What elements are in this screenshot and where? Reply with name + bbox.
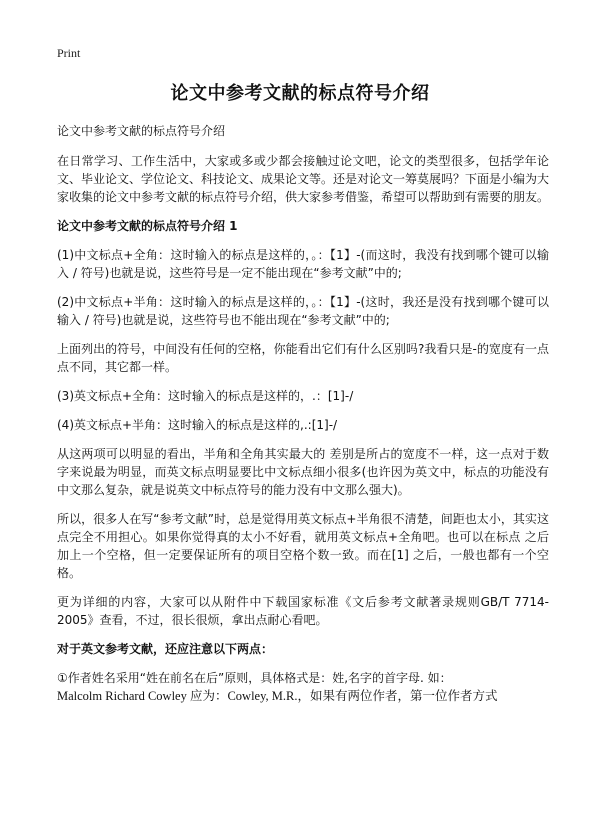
list-item-4: (4)英文标点+半角：这时输入的标点是这样的,.:[1]-/ [57, 418, 338, 432]
document-title: 论文中参考文献的标点符号介绍 [170, 83, 430, 104]
compare-paragraph: 上面列出的符号，中间没有任何的空格，你能看出它们有什么区别吗?我看只是-的宽度有一点点不同，其它都一样。 [57, 342, 549, 374]
print-label: Print [57, 46, 81, 60]
list-item-1: (1)中文标点+全角：这时输入的标点是这样的，。：【1】-(而这时，我没有找到哪个键可以输入 / 符号)也就是说，这些符号是一定不能出现在“参考文献”中的; [57, 248, 549, 280]
english-point-1 [57, 669, 549, 705]
standard-paragraph: 更为详细的内容，大家可以从附件中下载国家标准《文后参考文献著录规则GB/T 7714-2005》查看，不过，很长很烦，拿出点耐心看吧。 [57, 595, 549, 627]
document-subtitle: 论文中参考文献的标点符号介绍 [57, 124, 226, 138]
section-heading: 论文中参考文献的标点符号介绍 1 [57, 219, 238, 233]
intro-paragraph: 在日常学习、工作生活中，大家或多或少都会接触过论文吧，论文的类型很多，包括学年论文、毕业论文、学位论文、科技论文、成果论文等。还是对论文一筹莫展吗？下面是小编为大家收集的论文中参考文献的标点符号介绍，供大家参考借鉴，希望可以帮助到有需要的朋友。 [57, 154, 550, 204]
english-point-1-line-1: ①作者姓名采用“姓在前名在后”原则，具体格式是：姓,名字的首字母. 如： [57, 671, 452, 685]
list-item-3: (3)英文标点+全角：这时输入的标点是这样的，.：[1]-/ [57, 389, 354, 403]
list-item-2: (2)中文标点+半角：这时输入的标点是这样的，。：【1】-(这时，我还是没有找到哪个键可以输入 / 符号)也就是说，这些符号也不能出现在“参考文献”中的; [57, 295, 549, 327]
spacing-paragraph: 所以，很多人在写“参考文献”时，总是觉得用英文标点+半角很不清楚，间距也太小，其实这点完全不用担心。如果你觉得真的太小不好看，就用英文标点+全角吧。也可以在标点 之后加上一个空格，但一定要保证所有的项目空格个数一致。而在[1] 之后，一般也都有一个空格。 [57, 512, 549, 580]
document-body [57, 122, 549, 705]
difference-paragraph: 从这两项可以明显的看出，半角和全角其实最大的 差别是所占的宽度不一样，这一点对于数字来说最为明显，而英文标点明显要比中文标点细小很多(也许因为英文中，标点的功能没有中文那么复杂，就是说英文中标点符号的能力没有中文那么强大)。 [57, 447, 549, 497]
english-point-1-line-2: Malcolm Richard Cowley 应为：Cowley, M.R.，如果有两位作者，第一位作者方式 [57, 689, 498, 703]
english-heading: 对于英文参考文献，还应注意以下两点： [57, 642, 274, 656]
